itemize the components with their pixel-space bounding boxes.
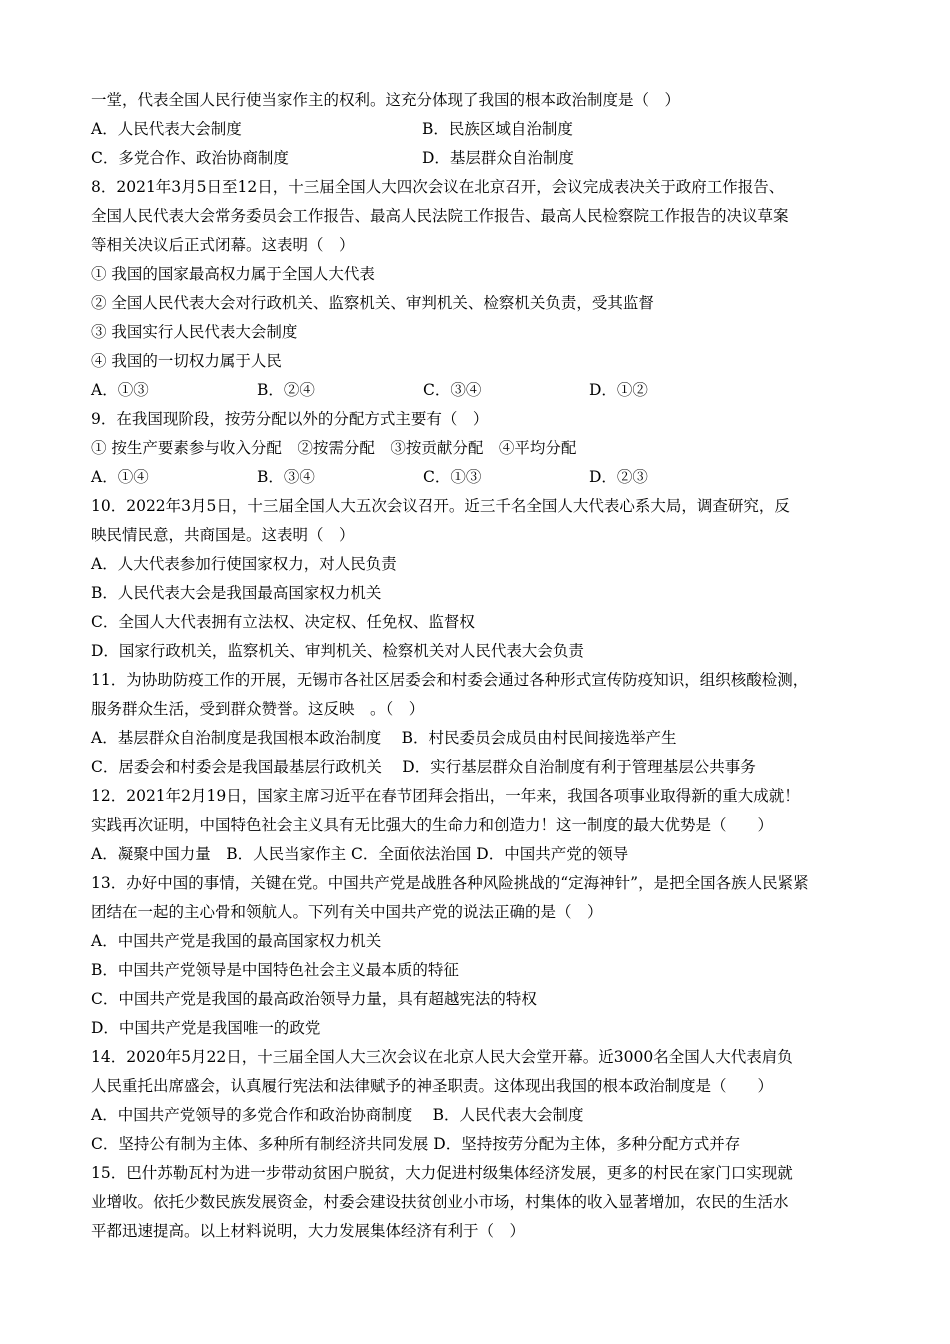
q10-option-d: D．国家行政机关，监察机关、审判机关、检察机关对人民代表大会负责: [91, 642, 584, 660]
q8-stem-line1: 8．2021年3月5日至12日，十三届全国人大四次会议在北京召开，会议完成表决关于政府工作报告、: [91, 178, 785, 196]
q8-stem-line3: 等相关决议后正式闭幕。这表明（ ）: [91, 236, 355, 254]
q9-option-a: A．①④: [91, 468, 149, 486]
q8-option-d: D．①②: [589, 381, 648, 399]
q11-options-ab: A．基层群众自治制度是我国根本政治制度 B．村民委员会成员由村民间接选举产生: [91, 729, 677, 747]
q10-stem-line1: 10．2022年3月5日，十三届全国人大五次会议召开。近三千名全国人大代表心系大局，调查研究，反: [91, 497, 790, 515]
q9-statements: ① 按生产要素参与收入分配 ②按需分配 ③按贡献分配 ④平均分配: [91, 439, 577, 457]
q11-options-cd: C．居委会和村委会是我国最基层行政机关 D．实行基层群众自治制度有利于管理基层公共事务: [91, 758, 756, 776]
q8-statement-3: ③ 我国实行人民代表大会制度: [91, 323, 298, 341]
q9-option-b: B．③④: [257, 468, 315, 486]
q8-option-b: B．②④: [257, 381, 315, 399]
q10-option-c: C．全国人大代表拥有立法权、决定权、任免权、监督权: [91, 613, 475, 631]
q7-option-a: A．人民代表大会制度: [91, 120, 242, 138]
q11-stem-line2: 服务群众生活，受到群众赞誉。这反映 。（ ）: [91, 700, 425, 718]
q14-stem-line2: 人民重托出席盛会，认真履行宪法和法律赋予的神圣职责。这体现出我国的根本政治制度是（ ）: [91, 1077, 774, 1095]
q10-option-a: A．人大代表参加行使国家权力，对人民负责: [91, 555, 397, 573]
q12-options: A．凝聚中国力量 B．人民当家作主 C．全面依法治国 D．中国共产党的领导: [91, 845, 629, 863]
q7-option-d: D．基层群众自治制度: [422, 149, 574, 167]
q10-stem-line2: 映民情民意，共商国是。这表明（ ）: [91, 526, 355, 544]
q8-option-a: A．①③: [91, 381, 149, 399]
q12-stem-line2: 实践再次证明，中国特色社会主义具有无比强大的生命力和创造力！这一制度的最大优势是（ ）: [91, 816, 774, 834]
q10-option-b: B．人民代表大会是我国最高国家权力机关: [91, 584, 382, 602]
q8-statement-2: ② 全国人民代表大会对行政机关、监察机关、审判机关、检察机关负责，受其监督: [91, 294, 654, 312]
q13-option-b: B．中国共产党领导是中国特色社会主义最本质的特征: [91, 961, 459, 979]
q13-option-a: A．中国共产党是我国的最高国家权力机关: [91, 932, 382, 950]
q14-stem-line1: 14．2020年5月22日，十三届全国人大三次会议在北京人民大会堂开幕。近3000名全国人大代表肩负: [91, 1048, 793, 1066]
q8-statement-1: ① 我国的国家最高权力属于全国人大代表: [91, 265, 375, 283]
q13-option-c: C．中国共产党是我国的最高政治领导力量，具有超越宪法的特权: [91, 990, 537, 1008]
q8-statement-4: ④ 我国的一切权力属于人民: [91, 352, 282, 370]
q15-stem-line3: 平都迅速提高。以上材料说明，大力发展集体经济有利于（ ）: [91, 1222, 526, 1240]
q13-option-d: D．中国共产党是我国唯一的政党: [91, 1019, 321, 1037]
q7-option-c: C．多党合作、政治协商制度: [91, 149, 289, 167]
q7-stem-tail: 一堂，代表全国人民行使当家作主的权利。这充分体现了我国的根本政治制度是（ ）: [91, 91, 681, 109]
q15-stem-line1: 15．巴什苏勒瓦村为进一步带动贫困户脱贫，大力促进村级集体经济发展，更多的村民在家门口实现就: [91, 1164, 793, 1182]
q13-stem-line1: 13．办好中国的事情，关键在党。中国共产党是战胜各种风险挑战的“定海神针”，是把全国各族人民紧紧: [91, 874, 809, 892]
q8-stem-line2: 全国人民代表大会常务委员会工作报告、最高人民法院工作报告、最高人民检察院工作报告的决议草案: [91, 207, 789, 225]
q14-options-cd: C．坚持公有制为主体、多种所有制经济共同发展 D．坚持按劳分配为主体，多种分配方式并存: [91, 1135, 741, 1153]
q12-stem-line1: 12．2021年2月19日，国家主席习近平在春节团拜会指出，一年来，我国各项事业取得新的重大成就！: [91, 787, 800, 805]
q8-option-c: C．③④: [423, 381, 482, 399]
q9-stem: 9．在我国现阶段，按劳分配以外的分配方式主要有（ ）: [91, 410, 489, 428]
q13-stem-line2: 团结在一起的主心骨和领航人。下列有关中国共产党的说法正确的是（ ）: [91, 903, 603, 921]
q7-option-b: B．民族区域自治制度: [422, 120, 573, 138]
q9-option-d: D．②③: [589, 468, 648, 486]
q15-stem-line2: 业增收。依托少数民族发展资金，村委会建设扶贫创业小市场，村集体的收入显著增加，农民的生活水: [91, 1193, 789, 1211]
q11-stem-line1: 11．为协助防疫工作的开展，无锡市各社区居委会和村委会通过各种形式宣传防疫知识，组织核酸检测，: [91, 671, 809, 689]
q14-options-ab: A．中国共产党领导的多党合作和政治协商制度 B．人民代表大会制度: [91, 1106, 584, 1124]
q9-option-c: C．①③: [423, 468, 482, 486]
